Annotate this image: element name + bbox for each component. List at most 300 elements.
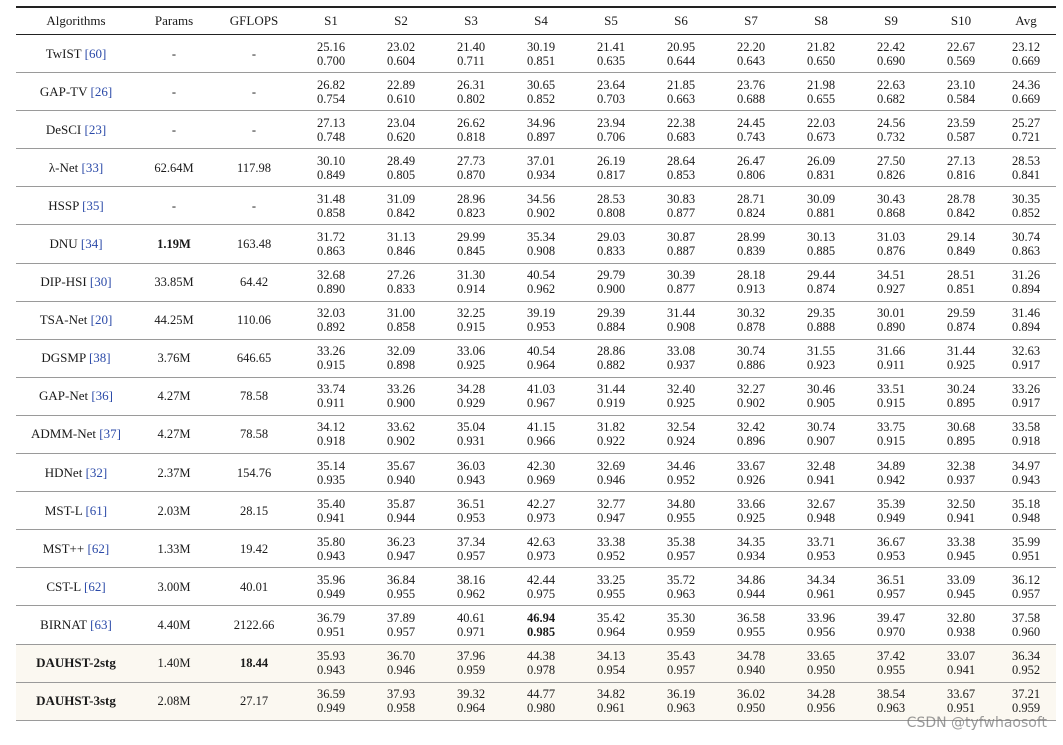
ssim-value: 0.944 xyxy=(386,510,416,525)
ssim-value: 0.851 xyxy=(526,53,556,68)
params-cell: 1.40M xyxy=(157,656,191,671)
ssim-value: 0.937 xyxy=(666,358,696,373)
psnr-value: 35.30 xyxy=(666,610,696,625)
psnr-value: 27.13 xyxy=(946,153,976,168)
ssim-value: 0.874 xyxy=(946,320,976,335)
citation-link[interactable]: [38] xyxy=(88,350,111,366)
psnr-value: 21.41 xyxy=(596,39,626,54)
scene-metric-cell xyxy=(646,415,716,453)
psnr-value: 40.61 xyxy=(456,610,486,625)
table-row xyxy=(16,339,1056,377)
scene-metric-cell xyxy=(856,35,926,73)
gflops-cell: 646.65 xyxy=(236,351,272,366)
citation-link[interactable]: [26] xyxy=(90,83,113,99)
scene-metric-cell xyxy=(576,492,646,530)
scene-metric-cell xyxy=(366,111,436,149)
scene-metric-cell xyxy=(576,377,646,415)
ssim-value: 0.960 xyxy=(1011,624,1041,639)
gflops-cell: 27.17 xyxy=(239,694,269,709)
ssim-value: 0.956 xyxy=(806,701,836,716)
psnr-value: 26.31 xyxy=(456,77,486,92)
ssim-value: 0.973 xyxy=(526,510,556,525)
scene-metric-cell xyxy=(436,149,506,187)
ssim-value: 0.946 xyxy=(596,472,626,487)
table-row xyxy=(16,73,1056,111)
algorithm-name-cell xyxy=(16,73,136,111)
algorithm-name-cell xyxy=(16,606,136,644)
scene-metric-cell xyxy=(436,301,506,339)
ssim-value: 0.669 xyxy=(1011,53,1041,68)
scene-metric-cell xyxy=(366,568,436,606)
ssim-value: 0.941 xyxy=(806,472,836,487)
psnr-value: 28.78 xyxy=(946,191,976,206)
ssim-value: 0.955 xyxy=(666,510,696,525)
scene-metric-cell xyxy=(856,301,926,339)
scene-metric-cell xyxy=(506,263,576,301)
ssim-value: 0.950 xyxy=(806,663,836,678)
psnr-value: 40.54 xyxy=(526,268,556,283)
scene-metric-cell xyxy=(716,377,786,415)
params-cell: 4.27M xyxy=(157,389,191,404)
citation-link[interactable]: [62] xyxy=(84,578,106,594)
scene-metric-cell xyxy=(436,377,506,415)
gflops-cell: 117.98 xyxy=(237,160,271,175)
ssim-value: 0.911 xyxy=(877,358,905,373)
scene-metric-cell xyxy=(506,111,576,149)
ssim-value: 0.682 xyxy=(876,91,906,106)
avg-metric-cell xyxy=(996,149,1056,187)
table-row xyxy=(16,35,1056,73)
scene-metric-cell xyxy=(786,415,856,453)
ssim-value: 0.842 xyxy=(386,205,416,220)
psnr-value: 34.56 xyxy=(526,191,556,206)
scene-metric-cell xyxy=(366,454,436,492)
gflops-cell: - xyxy=(251,46,257,61)
scene-metric-cell xyxy=(296,73,366,111)
ssim-value: 0.902 xyxy=(736,396,766,411)
psnr-value: 23.94 xyxy=(596,115,626,130)
scene-metric-cell xyxy=(786,225,856,263)
gflops-cell: 163.48 xyxy=(236,237,272,252)
algorithm-name-cell xyxy=(16,377,136,415)
scene-metric-cell xyxy=(366,606,436,644)
scene-metric-cell xyxy=(296,530,366,568)
scene-metric-cell xyxy=(576,301,646,339)
ssim-value: 0.604 xyxy=(386,53,416,68)
ssim-value: 0.852 xyxy=(1011,205,1041,220)
scene-metric-cell xyxy=(926,263,996,301)
psnr-value: 28.86 xyxy=(596,344,626,359)
ssim-value: 0.900 xyxy=(596,282,626,297)
psnr-value: 28.71 xyxy=(736,191,766,206)
ssim-value: 0.952 xyxy=(666,472,696,487)
citation-link[interactable]: [30] xyxy=(89,274,112,290)
ssim-value: 0.935 xyxy=(316,472,346,487)
scene-metric-cell xyxy=(576,73,646,111)
scene-metric-cell xyxy=(436,568,506,606)
ssim-value: 0.703 xyxy=(596,91,626,106)
scene-metric-cell xyxy=(576,263,646,301)
psnr-value: 46.94 xyxy=(526,610,556,625)
scene-metric-cell xyxy=(366,682,436,720)
psnr-value: 36.84 xyxy=(386,572,416,587)
scene-metric-cell xyxy=(506,149,576,187)
ssim-value: 0.849 xyxy=(946,244,976,259)
ssim-value: 0.669 xyxy=(1011,91,1041,106)
citation-link[interactable]: [37] xyxy=(99,426,121,442)
ssim-value: 0.655 xyxy=(806,91,836,106)
psnr-value: 30.24 xyxy=(946,382,976,397)
ssim-value: 0.569 xyxy=(946,53,976,68)
gflops-cell: - xyxy=(251,84,257,99)
column-header: S10 xyxy=(950,13,972,28)
psnr-value: 28.99 xyxy=(736,230,766,245)
citation-link[interactable]: [20] xyxy=(90,312,113,328)
psnr-value: 34.78 xyxy=(736,649,766,664)
ssim-value: 0.915 xyxy=(876,396,906,411)
scene-metric-cell xyxy=(856,377,926,415)
psnr-value: 37.42 xyxy=(876,649,906,664)
psnr-value: 34.86 xyxy=(736,572,766,587)
ssim-value: 0.743 xyxy=(736,129,766,144)
psnr-value: 25.16 xyxy=(316,39,346,54)
ssim-value: 0.817 xyxy=(596,167,626,182)
psnr-value: 27.26 xyxy=(386,268,416,283)
algorithm-name-cell xyxy=(16,644,136,682)
scene-metric-cell xyxy=(366,225,436,263)
params-cell: 44.25M xyxy=(154,313,194,328)
scene-metric-cell xyxy=(296,644,366,682)
scene-metric-cell xyxy=(436,225,506,263)
psnr-value: 33.26 xyxy=(386,382,416,397)
scene-metric-cell xyxy=(786,606,856,644)
psnr-value: 35.96 xyxy=(316,572,346,587)
scene-metric-cell xyxy=(926,415,996,453)
psnr-value: 37.58 xyxy=(1011,610,1041,625)
ssim-value: 0.858 xyxy=(316,205,346,220)
scene-metric-cell xyxy=(926,73,996,111)
ssim-value: 0.711 xyxy=(457,53,485,68)
psnr-value: 30.68 xyxy=(946,420,976,435)
ssim-value: 0.951 xyxy=(946,701,976,716)
avg-metric-cell xyxy=(996,530,1056,568)
avg-metric-cell xyxy=(996,225,1056,263)
psnr-value: 22.38 xyxy=(666,115,696,130)
ssim-value: 0.808 xyxy=(596,205,626,220)
ssim-value: 0.931 xyxy=(456,434,486,449)
scene-metric-cell xyxy=(926,377,996,415)
scene-metric-cell xyxy=(576,225,646,263)
scene-metric-cell xyxy=(576,644,646,682)
scene-metric-cell xyxy=(926,149,996,187)
psnr-value: 37.01 xyxy=(526,153,556,168)
ssim-value: 0.959 xyxy=(1011,701,1041,716)
psnr-value: 30.13 xyxy=(806,230,836,245)
scene-metric-cell xyxy=(366,644,436,682)
scene-metric-cell xyxy=(786,73,856,111)
psnr-value: 29.79 xyxy=(596,268,626,283)
psnr-value: 33.75 xyxy=(876,420,906,435)
ssim-value: 0.961 xyxy=(806,586,836,601)
algorithm-name: DAUHST-3stg xyxy=(36,693,116,709)
ssim-value: 0.940 xyxy=(736,663,766,678)
citation-link[interactable]: [23] xyxy=(84,121,107,137)
algorithm-name-cell xyxy=(16,339,136,377)
psnr-value: 26.82 xyxy=(316,77,346,92)
scene-metric-cell xyxy=(576,35,646,73)
column-header: S5 xyxy=(604,13,618,28)
avg-metric-cell xyxy=(996,454,1056,492)
ssim-value: 0.956 xyxy=(806,624,836,639)
scene-metric-cell xyxy=(436,682,506,720)
ssim-value: 0.902 xyxy=(526,205,556,220)
scene-metric-cell xyxy=(576,682,646,720)
scene-metric-cell xyxy=(926,568,996,606)
psnr-value: 31.44 xyxy=(666,306,696,321)
psnr-value: 31.48 xyxy=(316,191,346,206)
scene-metric-cell xyxy=(506,644,576,682)
psnr-value: 29.44 xyxy=(806,268,836,283)
column-header: S4 xyxy=(534,13,548,28)
ssim-value: 0.842 xyxy=(946,205,976,220)
table-row xyxy=(16,149,1056,187)
ssim-value: 0.955 xyxy=(386,586,416,601)
scene-metric-cell xyxy=(926,339,996,377)
ssim-value: 0.978 xyxy=(526,663,556,678)
scene-metric-cell xyxy=(646,454,716,492)
ssim-value: 0.964 xyxy=(526,358,556,373)
table-row xyxy=(16,301,1056,339)
scene-metric-cell xyxy=(436,454,506,492)
citation-link[interactable]: [35] xyxy=(82,197,104,213)
ssim-value: 0.673 xyxy=(806,129,836,144)
table-row xyxy=(16,415,1056,453)
scene-metric-cell xyxy=(646,530,716,568)
psnr-value: 37.21 xyxy=(1011,687,1041,702)
scene-metric-cell xyxy=(716,263,786,301)
psnr-value: 33.96 xyxy=(806,610,836,625)
citation-link[interactable]: [63] xyxy=(90,616,112,632)
ssim-value: 0.915 xyxy=(876,434,906,449)
params-cell: - xyxy=(171,46,177,61)
ssim-value: 0.900 xyxy=(386,396,416,411)
psnr-value: 36.51 xyxy=(456,496,486,511)
psnr-value: 34.35 xyxy=(736,534,766,549)
algorithm-name: TwIST xyxy=(45,45,82,61)
citation-link[interactable]: [61] xyxy=(85,502,108,518)
psnr-value: 29.03 xyxy=(596,230,626,245)
psnr-value: 31.55 xyxy=(806,344,836,359)
psnr-value: 30.09 xyxy=(806,191,836,206)
citation-link[interactable]: [36] xyxy=(91,388,114,404)
scene-metric-cell xyxy=(506,73,576,111)
psnr-value: 30.74 xyxy=(806,420,836,435)
psnr-value: 22.89 xyxy=(386,77,416,92)
ssim-value: 0.897 xyxy=(526,129,556,144)
psnr-value: 32.25 xyxy=(456,306,486,321)
algorithm-name: GAP-Net xyxy=(38,388,89,404)
scene-metric-cell xyxy=(436,339,506,377)
psnr-value: 33.62 xyxy=(386,420,416,435)
psnr-value: 42.30 xyxy=(526,458,556,473)
scene-metric-cell xyxy=(856,187,926,225)
psnr-value: 23.04 xyxy=(386,115,416,130)
algorithm-name: HDNet xyxy=(44,464,83,480)
algorithm-name: BIRNAT xyxy=(40,616,87,632)
psnr-value: 28.49 xyxy=(386,153,416,168)
ssim-value: 0.915 xyxy=(316,358,346,373)
psnr-value: 35.72 xyxy=(666,572,696,587)
avg-metric-cell xyxy=(996,415,1056,453)
ssim-value: 0.937 xyxy=(946,472,976,487)
psnr-value: 29.35 xyxy=(806,306,836,321)
psnr-value: 37.93 xyxy=(386,687,416,702)
scene-metric-cell xyxy=(786,644,856,682)
psnr-value: 36.34 xyxy=(1011,649,1041,664)
psnr-value: 35.34 xyxy=(526,230,556,245)
citation-link[interactable]: [34] xyxy=(80,236,103,252)
scene-metric-cell xyxy=(366,263,436,301)
algorithm-name: DAUHST-2stg xyxy=(36,655,116,671)
psnr-value: 24.45 xyxy=(736,115,766,130)
psnr-value: 39.47 xyxy=(876,610,906,625)
scene-metric-cell xyxy=(856,454,926,492)
algorithm-name: GAP-TV xyxy=(39,83,88,99)
ssim-value: 0.905 xyxy=(806,396,836,411)
psnr-value: 33.67 xyxy=(736,458,766,473)
scene-metric-cell xyxy=(366,492,436,530)
params-cell: 62.64M xyxy=(154,160,194,175)
ssim-value: 0.943 xyxy=(456,472,486,487)
scene-metric-cell xyxy=(786,492,856,530)
gflops-cell: 40.01 xyxy=(239,579,269,594)
psnr-value: 34.80 xyxy=(666,496,696,511)
scene-metric-cell xyxy=(366,415,436,453)
psnr-value: 25.27 xyxy=(1011,115,1041,130)
scene-metric-cell xyxy=(296,682,366,720)
scene-metric-cell xyxy=(856,339,926,377)
psnr-value: 34.97 xyxy=(1011,458,1041,473)
scene-metric-cell xyxy=(576,530,646,568)
ssim-value: 0.845 xyxy=(456,244,486,259)
ssim-value: 0.963 xyxy=(666,701,696,716)
ssim-value: 0.894 xyxy=(1011,320,1041,335)
ssim-value: 0.944 xyxy=(736,586,766,601)
ssim-value: 0.971 xyxy=(456,624,486,639)
citation-link[interactable]: [32] xyxy=(85,464,108,480)
ssim-value: 0.943 xyxy=(316,663,346,678)
ssim-value: 0.851 xyxy=(946,282,976,297)
scene-metric-cell xyxy=(926,111,996,149)
algorithm-name: CST-L xyxy=(46,578,81,594)
citation-link[interactable]: [60] xyxy=(84,45,107,61)
ssim-value: 0.953 xyxy=(526,320,556,335)
scene-metric-cell xyxy=(296,225,366,263)
scene-metric-cell xyxy=(856,111,926,149)
params-cell: 2.37M xyxy=(157,465,191,480)
psnr-value: 31.03 xyxy=(876,230,906,245)
ssim-value: 0.914 xyxy=(456,282,486,297)
scene-metric-cell xyxy=(786,111,856,149)
header-row xyxy=(16,7,1056,35)
psnr-value: 22.03 xyxy=(806,115,836,130)
ssim-value: 0.941 xyxy=(946,510,976,525)
scene-metric-cell xyxy=(646,301,716,339)
ssim-value: 0.877 xyxy=(666,282,696,297)
psnr-value: 26.62 xyxy=(456,115,486,130)
ssim-value: 0.877 xyxy=(666,205,696,220)
citation-link[interactable]: [33] xyxy=(81,159,104,175)
scene-metric-cell xyxy=(856,568,926,606)
table-row xyxy=(16,111,1056,149)
ssim-value: 0.947 xyxy=(596,510,626,525)
ssim-value: 0.959 xyxy=(456,663,486,678)
scene-metric-cell xyxy=(296,492,366,530)
watermark-text: CSDN @tyfwhaosoft xyxy=(906,715,1047,731)
psnr-value: 30.65 xyxy=(526,77,556,92)
scene-metric-cell xyxy=(436,187,506,225)
psnr-value: 42.63 xyxy=(526,534,556,549)
psnr-value: 34.34 xyxy=(806,572,836,587)
ssim-value: 0.898 xyxy=(386,358,416,373)
scene-metric-cell xyxy=(646,225,716,263)
ssim-value: 0.951 xyxy=(1011,548,1041,563)
scene-metric-cell xyxy=(576,111,646,149)
scene-metric-cell xyxy=(786,187,856,225)
ssim-value: 0.952 xyxy=(1011,663,1041,678)
scene-metric-cell xyxy=(296,568,366,606)
psnr-value: 35.67 xyxy=(386,458,416,473)
algorithm-name: HSSP xyxy=(48,197,79,213)
ssim-value: 0.890 xyxy=(316,282,346,297)
psnr-value: 24.36 xyxy=(1011,77,1041,92)
table-row xyxy=(16,225,1056,263)
psnr-value: 21.98 xyxy=(806,77,836,92)
scene-metric-cell xyxy=(296,149,366,187)
psnr-value: 36.67 xyxy=(876,534,906,549)
scene-metric-cell xyxy=(716,606,786,644)
psnr-value: 31.26 xyxy=(1011,268,1041,283)
psnr-value: 21.85 xyxy=(666,77,696,92)
algorithm-name: DeSCI xyxy=(45,121,82,137)
scene-metric-cell xyxy=(436,73,506,111)
ssim-value: 0.946 xyxy=(386,663,416,678)
table-row xyxy=(16,568,1056,606)
ssim-value: 0.620 xyxy=(386,129,416,144)
params-cell: - xyxy=(171,122,177,137)
ssim-value: 0.839 xyxy=(736,244,766,259)
psnr-value: 30.39 xyxy=(666,268,696,283)
citation-link[interactable]: [62] xyxy=(87,540,110,556)
avg-metric-cell xyxy=(996,644,1056,682)
psnr-value: 36.19 xyxy=(666,687,696,702)
ssim-value: 0.890 xyxy=(876,320,906,335)
scene-metric-cell xyxy=(926,530,996,568)
scene-metric-cell xyxy=(786,339,856,377)
table-row xyxy=(16,644,1056,682)
table-body xyxy=(16,35,1056,721)
avg-metric-cell xyxy=(996,377,1056,415)
table-header xyxy=(16,7,1056,35)
ssim-value: 0.925 xyxy=(946,358,976,373)
avg-metric-cell xyxy=(996,339,1056,377)
psnr-value: 34.82 xyxy=(596,687,626,702)
ssim-value: 0.887 xyxy=(666,244,696,259)
scene-metric-cell xyxy=(716,111,786,149)
psnr-value: 33.51 xyxy=(876,382,906,397)
table-row xyxy=(16,454,1056,492)
ssim-value: 0.896 xyxy=(736,434,766,449)
